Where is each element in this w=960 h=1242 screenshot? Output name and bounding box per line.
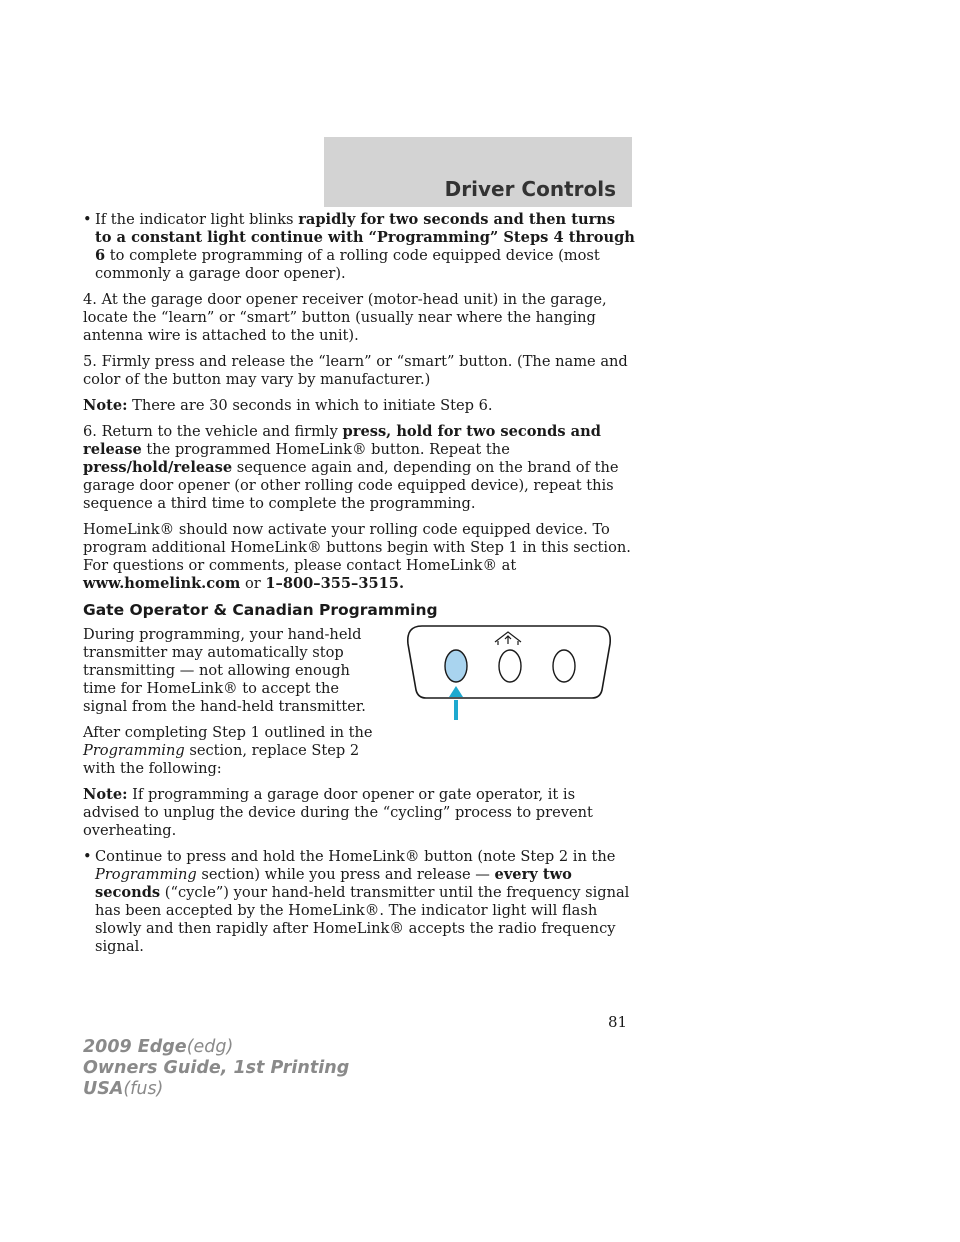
homelink-button-3: [553, 650, 575, 682]
homelink-contact-paragraph: HomeLink® should now activate your rolling code equipped device. To program additional HomeLink® buttons begin with Step 1 in this section. For questions or comments, please contact HomeLink® at www.homelink.com or 1–800–355–3515.: [83, 521, 631, 592]
section-heading: Gate Operator & Canadian Programming: [83, 601, 438, 619]
bullet-icon: •: [83, 848, 92, 865]
header-band: [324, 137, 632, 207]
step-4: 4. At the garage door opener receiver (motor-head unit) in the garage, locate the “learn” or “smart” button (usually near where the hanging antenna wire is attached to the unit).: [83, 291, 607, 344]
homelink-button-1-highlighted: [445, 650, 467, 682]
indicator-arrow-icon: [449, 686, 463, 720]
homelink-button-2: [499, 650, 521, 682]
footer-line-3: USA(fus): [83, 1079, 164, 1099]
note-unplug-device: Note: If programming a garage door opener or gate operator, it is advised to unplug the device during the “cycling” process to prevent overheating.: [83, 786, 593, 839]
section-title: Driver Controls: [444, 177, 616, 201]
page-number: 81: [608, 1013, 628, 1031]
gate-paragraph-2: After completing Step 1 outlined in the Programming section, replace Step 2 with the following:: [83, 724, 373, 777]
gate-paragraph-1: During programming, your hand-held transmitter may automatically stop transmitting — not allowing enough time for HomeLink® to accept the signal from the hand-held transmitter.: [83, 626, 366, 715]
gate-text-column: [83, 626, 383, 778]
bullet-indicator-blinks: • If the indicator light blinks rapidly for two seconds and then turns to a constant light continue with “Programming” Steps 4 through 6 to complete programming of a rolling code equipped device (most commonly a garage door opener).: [83, 211, 635, 282]
note-step-6: Note: There are 30 seconds in which to initiate Step 6.: [83, 397, 493, 414]
page-body: [83, 211, 635, 964]
step-6: 6. Return to the vehicle and firmly press, hold for two seconds and release the programmed HomeLink® button. Repeat the press/hold/release sequence again and, depending on the brand of the garage door opener (or other rolling code equipped device), repeat this sequence a third time to complete the programming.: [83, 423, 619, 512]
homelink-buttons-illustration: [404, 620, 614, 725]
bullet-continue-press: • Continue to press and hold the HomeLink® button (note Step 2 in the Programming section) while you press and release — every two seconds (“cycle”) your hand-held transmitter until the frequency signal has been accepted by the HomeLink®. The indicator light will flash slowly and then rapidly after HomeLink® accepts the radio frequency signal.: [83, 848, 630, 955]
document-footer: [83, 1037, 349, 1100]
homelink-phone: 1–800–355–3515.: [265, 575, 405, 592]
homelink-website-link[interactable]: www.homelink.com: [83, 575, 241, 592]
step-5: 5. Firmly press and release the “learn” or “smart” button. (The name and color of the button may vary by manufacturer.): [83, 353, 628, 388]
garage-house-icon: [495, 632, 521, 645]
footer-line-1: 2009 Edge(edg): [83, 1037, 234, 1057]
bullet-icon: •: [83, 211, 92, 228]
footer-line-2: Owners Guide, 1st Printing: [83, 1058, 350, 1078]
